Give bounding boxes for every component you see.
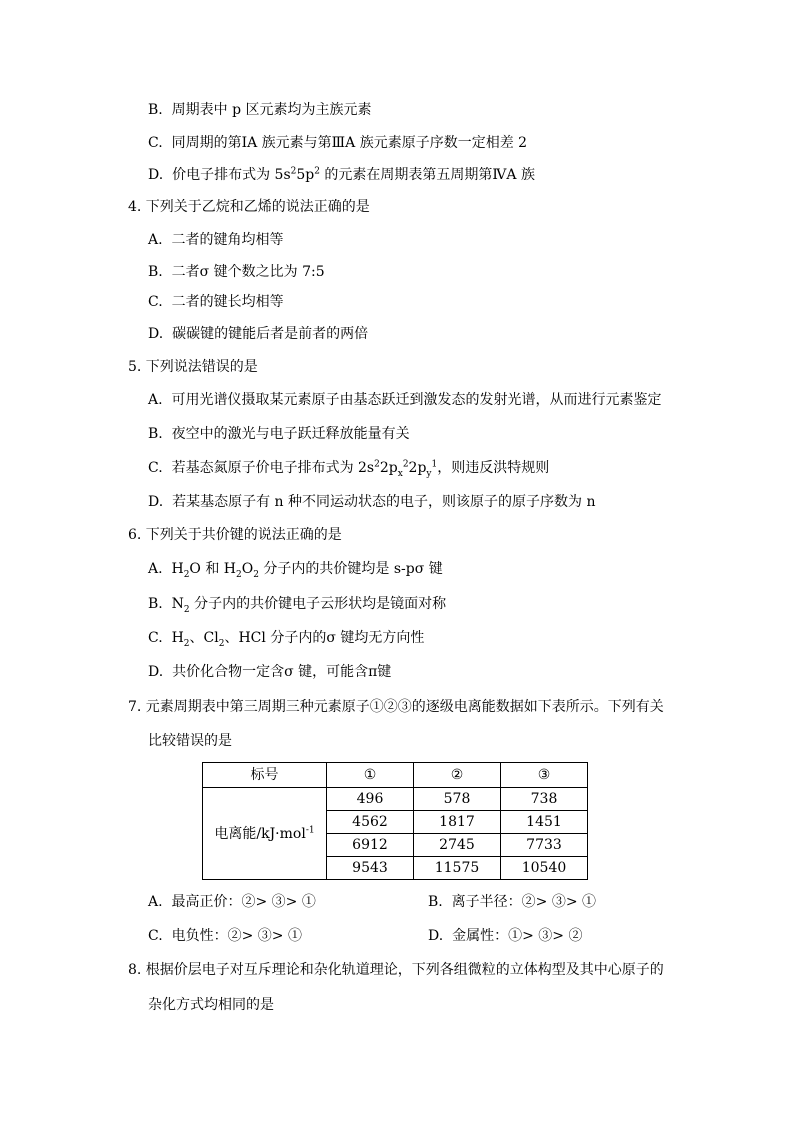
table-cell: 2745 bbox=[414, 834, 501, 857]
subscript: 2 bbox=[183, 604, 190, 615]
table-header: ① bbox=[327, 763, 414, 788]
option-letter: B. bbox=[148, 102, 163, 118]
superscript: -1 bbox=[305, 824, 315, 835]
option-letter: A. bbox=[148, 561, 163, 577]
table-cell: 4562 bbox=[327, 811, 414, 834]
table-header: ② bbox=[414, 763, 501, 788]
q6-option-a bbox=[148, 559, 443, 579]
q3-option-b bbox=[148, 100, 372, 120]
option-text: 分子内的共价键均是 s-pσ 键 bbox=[258, 561, 443, 577]
option-letter: D. bbox=[148, 494, 164, 510]
option-text: H bbox=[171, 630, 184, 646]
option-letter: D. bbox=[148, 326, 164, 342]
option-text: 二者的键长均相等 bbox=[171, 294, 284, 310]
q4-option-b bbox=[148, 262, 325, 282]
option-text: 最高正价：②> ③> ① bbox=[171, 894, 316, 910]
q4-option-c bbox=[148, 292, 284, 312]
option-text: ，则违反洪特规则 bbox=[437, 460, 550, 476]
table-cell: 6912 bbox=[327, 834, 414, 857]
table-cell: 1817 bbox=[414, 811, 501, 834]
row-label: 电离能/kJ·mol bbox=[214, 825, 306, 842]
q5-option-a bbox=[148, 390, 661, 410]
table-cell: 7733 bbox=[501, 834, 588, 857]
option-text: 2p bbox=[408, 460, 427, 476]
option-text: 同周期的第ⅠA 族元素与第ⅢA 族元素原子序数一定相差 2 bbox=[171, 135, 528, 151]
option-text: 金属性：①> ③> ② bbox=[452, 928, 583, 944]
subscript: x bbox=[397, 468, 403, 479]
option-letter: B. bbox=[148, 264, 163, 280]
option-letter: C. bbox=[148, 294, 163, 310]
q7-option-a bbox=[148, 892, 316, 912]
option-text: 2p bbox=[379, 460, 398, 476]
option-text: 夜空中的激光与电子跃迁释放能量有关 bbox=[171, 426, 410, 442]
table-cell: 578 bbox=[414, 788, 501, 811]
q7-stem-line1: 7. 元素周期表中第三周期三种元素原子①②③的逐级电离能数据如下表所示。下列有关 bbox=[128, 699, 664, 715]
q6-option-b bbox=[148, 594, 446, 614]
option-letter: C. bbox=[148, 928, 163, 944]
q5-option-d bbox=[148, 492, 595, 512]
subscript: 2 bbox=[183, 569, 190, 580]
option-text: 周期表中 p 区元素均为主族元素 bbox=[171, 102, 372, 118]
option-text: 二者σ 键个数之比为 7:5 bbox=[171, 264, 325, 280]
table-cell: 1451 bbox=[501, 811, 588, 834]
option-letter: D. bbox=[428, 928, 444, 944]
option-text: 共价化合物一定含σ 键，可能含π键 bbox=[172, 664, 392, 680]
q3-option-c bbox=[148, 133, 527, 153]
option-text: 、HCl 分子内的σ 键均无方向性 bbox=[224, 630, 425, 646]
option-text: 若某基态原子有 n 种不同运动状态的电子，则该原子的原子序数为 n bbox=[172, 494, 596, 510]
option-text: 电负性：②> ③> ① bbox=[171, 928, 302, 944]
option-letter: A. bbox=[148, 894, 163, 910]
q4-option-d bbox=[148, 324, 368, 344]
table-cell: 11575 bbox=[414, 857, 501, 880]
option-text: 分子内的共价键电子云形状均是镜面对称 bbox=[189, 596, 447, 612]
table-header: ③ bbox=[501, 763, 588, 788]
superscript: 2 bbox=[374, 459, 380, 470]
option-letter: B. bbox=[148, 426, 163, 442]
option-text: 二者的键角均相等 bbox=[171, 232, 284, 248]
q6-option-d bbox=[148, 662, 391, 682]
option-letter: B. bbox=[148, 596, 163, 612]
q6-option-c bbox=[148, 628, 424, 648]
table-header-row bbox=[203, 763, 588, 788]
table-row bbox=[203, 788, 588, 811]
option-letter: A. bbox=[148, 232, 163, 248]
option-letter: A. bbox=[148, 392, 163, 408]
option-letter: C. bbox=[148, 460, 163, 476]
q8-stem-line1: 8. 根据价层电子对互斥理论和杂化轨道理论，下列各组微粒的立体构型及其中心原子的 bbox=[128, 962, 664, 978]
table-cell: 10540 bbox=[501, 857, 588, 880]
option-letter: D. bbox=[148, 664, 164, 680]
table-cell: 738 bbox=[501, 788, 588, 811]
row-label-cell bbox=[203, 788, 327, 880]
option-text: 碳碳键的键能后者是前者的两倍 bbox=[172, 326, 369, 342]
superscript: 2 bbox=[402, 459, 409, 470]
q7-stem-line2: 比较错误的是 bbox=[148, 733, 232, 749]
option-text: 、Cl bbox=[189, 630, 219, 646]
table-header: 标号 bbox=[203, 763, 327, 788]
q5-option-c bbox=[148, 458, 549, 478]
q8-stem-line2: 杂化方式均相同的是 bbox=[148, 997, 274, 1013]
table-cell: 9543 bbox=[327, 857, 414, 880]
q5-option-b bbox=[148, 424, 410, 444]
q7-option-b bbox=[428, 892, 596, 912]
subscript: 2 bbox=[183, 638, 190, 649]
option-text: 价电子排布式为 5s bbox=[172, 167, 291, 183]
ionization-energy-table bbox=[202, 762, 588, 880]
q7-option-c bbox=[148, 926, 302, 946]
option-letter: C. bbox=[148, 135, 163, 151]
option-text: H bbox=[171, 561, 184, 577]
superscript: 2 bbox=[314, 166, 320, 177]
option-letter: B. bbox=[428, 894, 443, 910]
q6-stem: 6. 下列关于共价键的说法正确的是 bbox=[128, 527, 342, 543]
q7-option-d bbox=[428, 926, 582, 946]
subscript: 2 bbox=[218, 638, 225, 649]
option-text: 可用光谱仪摄取某元素原子由基态跃迁到激发态的发射光谱，从而进行元素鉴定 bbox=[171, 392, 662, 408]
option-text: 5p bbox=[296, 167, 315, 183]
q4-stem: 4. 下列关于乙烷和乙烯的说法正确的是 bbox=[128, 199, 370, 215]
option-text: 离子半径：②> ③> ① bbox=[451, 894, 597, 910]
q3-option-d bbox=[148, 165, 535, 185]
option-letter: D. bbox=[148, 167, 164, 183]
subscript: y bbox=[426, 468, 432, 479]
option-text: 的元素在周期表第五周期第ⅣA 族 bbox=[319, 167, 535, 183]
q4-option-a bbox=[148, 230, 283, 250]
option-text: O 和 H bbox=[189, 561, 237, 577]
subscript: 2 bbox=[236, 569, 242, 580]
option-text: N bbox=[171, 596, 184, 612]
subscript: 2 bbox=[253, 569, 259, 580]
superscript: 1 bbox=[431, 459, 438, 470]
option-text: 若基态氮原子价电子排布式为 2s bbox=[171, 460, 375, 476]
superscript: 2 bbox=[290, 166, 297, 177]
q5-stem: 5. 下列说法错误的是 bbox=[128, 359, 258, 375]
option-text: O bbox=[241, 561, 254, 577]
table-cell: 496 bbox=[327, 788, 414, 811]
option-letter: C. bbox=[148, 630, 163, 646]
